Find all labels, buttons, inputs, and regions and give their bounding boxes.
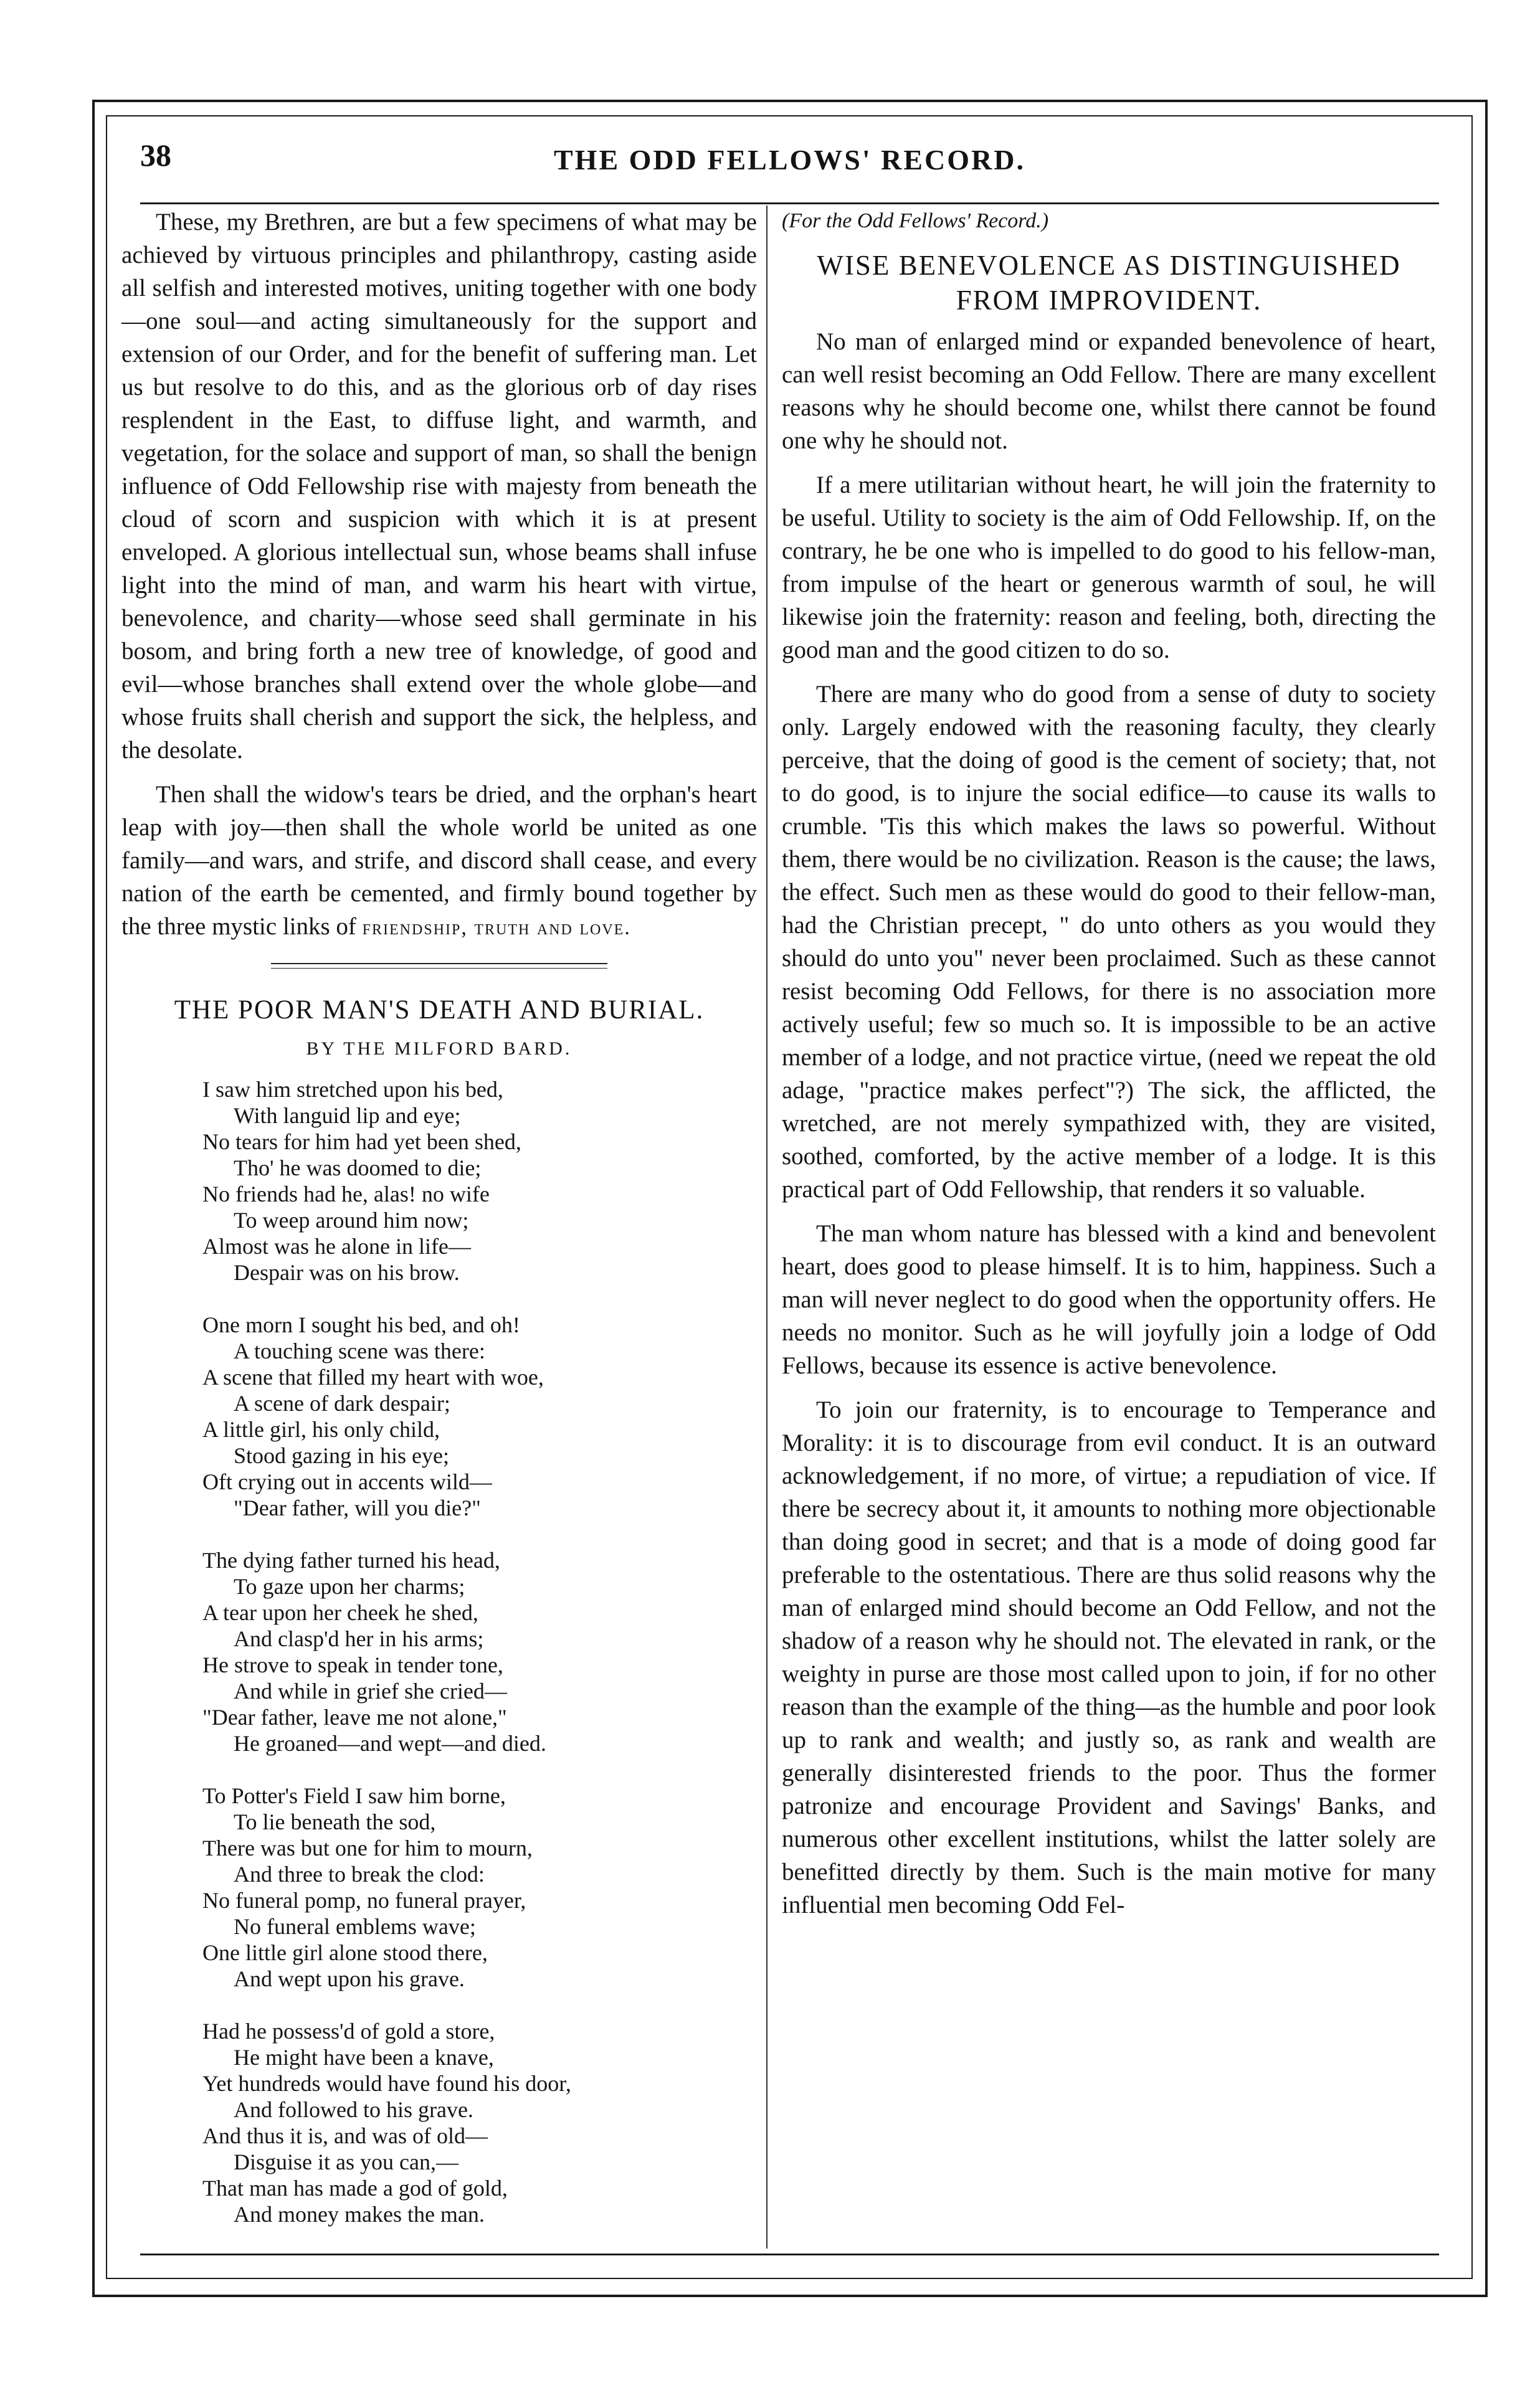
poem-line: "Dear father, leave me not alone," <box>202 1705 507 1730</box>
poem-line: A tear upon her cheek he shed, <box>202 1600 478 1625</box>
poem-stanza <box>202 1547 757 1756</box>
poem-line: He groaned—and wept—and died. <box>234 1731 546 1756</box>
poem-line: One morn I sought his bed, and oh! <box>202 1312 520 1337</box>
poem-stanza <box>202 1076 757 1286</box>
article-paragraph: No man of enlarged mind or expanded benevolence of heart, can well resist becoming an Odd Fellow. There are many excellent reasons why he should become one, whilst there cannot be found one why he should not. <box>782 328 1436 454</box>
poem-line: He might have been a knave, <box>234 2045 494 2070</box>
article-paragraph: The man whom nature has blessed with a kind and benevolent heart, does good to please himself. It is to him, happiness. Such a man will never neglect to do good when the opportunity offers. He needs no monitor. Such as he will joyfully join a lodge of Odd Fellows, because its essence is active benevolence. <box>782 1220 1436 1379</box>
poem-line: A scene that filled my heart with woe, <box>202 1365 544 1390</box>
poem-line: A touching scene was there: <box>234 1339 485 1363</box>
three-links-smallcaps: friendship, truth and love. <box>362 916 631 939</box>
poem-line: There was but one for him to mourn, <box>202 1836 533 1861</box>
poem-line: To lie beneath the sod, <box>234 1809 436 1834</box>
poem-line: With languid lip and eye; <box>234 1103 461 1128</box>
poem-line: And thus it is, and was of old— <box>202 2123 488 2148</box>
article-paragraph: There are many who do good from a sense of duty to society only. Largely endowed with the reasoning faculty, they clearly perceive, that the doing of good is the cement of society; that, not to do good, is to injure the social edifice—to cause its walls to crumble. 'Tis this which makes the laws so powerful. Without them, there would be no civilization. Reason is the cause; the laws, the effect. Such men as these would do good to their fellow-man, had the Christian precept, " do unto others as you would they should do unto you" never been proclaimed. Such as these cannot resist becoming Odd Fellows, for there is no association more actively useful; few so much so. It is impossible to be an active member of a lodge, and not practice virtue, (need we repeat the old adage, "practice makes perfect"?) The sick, the afflicted, the wretched, are not merely sympathized with, they are visited, soothed, comforted, by the active member of a lodge. It is this practical part of Odd Fellowship, that renders it so valuable. <box>782 681 1436 1203</box>
poem-line: Almost was he alone in life— <box>202 1234 471 1259</box>
poem-stanza <box>202 1312 757 1521</box>
poem-line: And wept upon his grave. <box>234 1966 465 1991</box>
poem-line: No funeral emblems wave; <box>234 1914 476 1939</box>
poem-line: Yet hundreds would have found his door, <box>202 2071 571 2096</box>
bottom-rule <box>140 2254 1439 2255</box>
page-number: 38 <box>140 138 171 173</box>
poem-line: He strove to speak in tender tone, <box>202 1652 503 1677</box>
poem-line: Tho' he was doomed to die; <box>234 1155 482 1180</box>
poem-line: To Potter's Field I saw him borne, <box>202 1783 506 1808</box>
poem-line: Oft crying out in accents wild— <box>202 1469 492 1494</box>
poem-line: No friends had he, alas! no wife <box>202 1182 490 1206</box>
poem-line: And clasp'd her in his arms; <box>234 1626 484 1651</box>
poem-line: No funeral pomp, no funeral prayer, <box>202 1888 526 1913</box>
left-final-paragraph-text: Then shall the widow's tears be dried, and the orphan's heart leap with joy—then shall the whole world be united as one family—and wars, and strife, and discord shall cease, and every nation of the earth be cemented, and firmly bound together by the three mystic links of <box>121 781 757 940</box>
left-paragraph: These, my Brethren, are but a few specimens of what may be achieved by virtuous principles and philanthropy, casting aside all selfish and interested motives, uniting together with one body—one soul—and acting simultaneously for the support and extension of our Order, and for the benefit of suffering man. Let us but resolve to do this, and as the glorious orb of day rises resplendent in the East, to diffuse light, and warmth, and vegetation, for the solace and support of man, so shall the benign influence of Odd Fellowship rise with majesty from beneath the cloud of scorn and suspicion with which it is at present enveloped. A glorious intellectual sun, whose beams shall infuse light into the mind of man, and warm his heart with virtue, benevolence, and charity—whose seed shall germinate in his bosom, and bring forth a new tree of knowledge, of good and evil—whose branches shall extend over the whole globe—and whose fruits shall cherish and support the sick, the helpless, and the desolate. <box>121 209 757 764</box>
poem-line: A little girl, his only child, <box>202 1417 440 1442</box>
right-column <box>782 206 1436 1933</box>
poem-byline: BY THE MILFORD BARD. <box>306 1038 573 1059</box>
poem-line: I saw him stretched upon his bed, <box>202 1077 503 1102</box>
left-final-paragraph <box>121 778 757 944</box>
poem-stanza <box>202 2018 757 2227</box>
page-header <box>140 137 1439 196</box>
poem-line: The dying father turned his head, <box>202 1548 500 1573</box>
poem-stanza <box>202 1783 757 1992</box>
poem-line: That man has made a god of gold, <box>202 2176 508 2201</box>
poem-line: And followed to his grave. <box>234 2097 473 2122</box>
column-rule <box>766 206 767 2249</box>
poem-line: A scene of dark despair; <box>234 1391 450 1416</box>
poem-line: And money makes the man. <box>234 2202 485 2227</box>
poem-line: Stood gazing in his eye; <box>234 1443 449 1468</box>
poem-line: No tears for him had yet been shed, <box>202 1129 521 1154</box>
poem-line: Had he possess'd of gold a store, <box>202 2019 495 2044</box>
section-ornament <box>271 963 607 969</box>
article-title: WISE BENEVOLENCE AS DISTINGUISHED FROM IMPROVIDENT. <box>817 250 1401 316</box>
left-column <box>121 206 757 2254</box>
poem-title: THE POOR MAN'S DEATH AND BURIAL. <box>174 995 705 1025</box>
poem-line: And while in grief she cried— <box>234 1679 507 1704</box>
article-paragraph: To join our fraternity, is to encourage to Temperance and Morality: it is to discourage from evil conduct. It is an outward acknowledgement, if no more, of virtue; a repudiation of vice. If there be secrecy about it, it amounts to nothing more objectionable than doing good in secret; and that is a mode of doing good far preferable to the ostentatious. There are thus solid reasons why the man of enlarged mind should become an Odd Fellow, and not the shadow of a reason why he should not. The elevated in rank, or the weighty in purse are those most called upon to join, if for no other reason than the example of the thing—as the humble and poor look up to rank and wealth; and justly so, as rank and wealth are generally disinterested friends to the poor. Thus the former patronize and encourage Provident and Savings' Banks, and numerous other excellent institutions, whilst the latter solely are benefitted directly by them. Such is the main motive for many influential men becoming Odd Fel- <box>782 1396 1436 1918</box>
poem-line: Despair was on his brow. <box>234 1260 460 1285</box>
poem-line: "Dear father, will you die?" <box>234 1496 481 1520</box>
poem-line: One little girl alone stood there, <box>202 1940 488 1965</box>
article-paragraph: If a mere utilitarian without heart, he will join the fraternity to be useful. Utility to society is the aim of Odd Fellowship. If, on the contrary, he be one who is impelled to do good to his fellow-man, from impulse of the heart or generous warmth of soul, he will likewise join the fraternity: reason and feeling, both, directing the good man and the good citizen to do so. <box>782 472 1436 663</box>
poem-line: Disguise it as you can,— <box>234 2150 459 2174</box>
running-title: THE ODD FELLOWS' RECORD. <box>554 144 1025 176</box>
source-note: (For the Odd Fellows' Record.) <box>782 209 1049 232</box>
poem-line: To gaze upon her charms; <box>234 1574 465 1599</box>
header-rule <box>140 202 1439 204</box>
poem-line: And three to break the clod: <box>234 1862 485 1887</box>
poem-line: To weep around him now; <box>234 1208 469 1233</box>
